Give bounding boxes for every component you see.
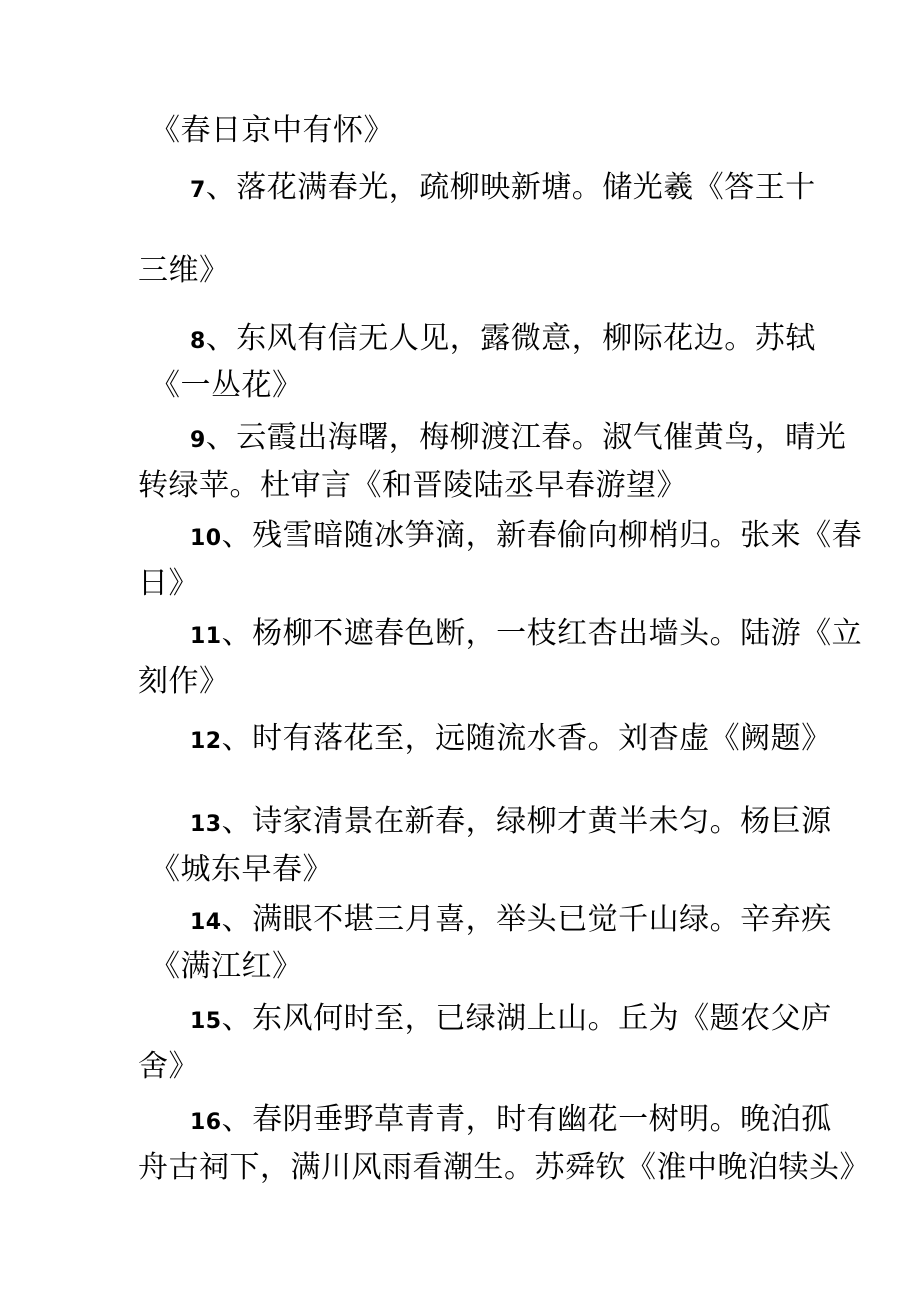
item-text-cont: 《城东早春》 bbox=[150, 852, 333, 887]
item-number: 7 bbox=[190, 178, 206, 203]
list-item-15-cont bbox=[138, 1045, 199, 1089]
item-number: 14 bbox=[190, 910, 222, 935]
list-item-16 bbox=[190, 1098, 832, 1145]
item-text-cont: 转绿苹。杜审言《和晋陵陆丞早春游望》 bbox=[138, 468, 687, 503]
item-number: 11 bbox=[190, 624, 222, 649]
item-text-cont: 舍》 bbox=[138, 1049, 199, 1084]
list-item-7-cont bbox=[138, 249, 230, 293]
list-item-11-cont bbox=[138, 660, 230, 704]
list-item-14 bbox=[190, 898, 832, 945]
list-item-13 bbox=[190, 800, 832, 847]
list-item-9 bbox=[190, 416, 846, 463]
list-item-12 bbox=[190, 717, 832, 764]
item-number: 15 bbox=[190, 1009, 222, 1034]
list-item-7 bbox=[190, 166, 816, 213]
item-text-cont: 三维》 bbox=[138, 253, 230, 288]
item-text: 、春阴垂野草青青，时有幽花一树明。晚泊孤 bbox=[221, 1102, 832, 1137]
list-item-10-cont bbox=[138, 562, 199, 606]
item-text: 、诗家清景在新春，绿柳才黄半未匀。杨巨源 bbox=[221, 804, 832, 839]
list-item-8-cont bbox=[150, 364, 303, 408]
list-item-14-cont bbox=[150, 945, 303, 989]
item-text: 、杨柳不遮春色断，一枝红杏出墙头。陆游《立 bbox=[221, 616, 863, 651]
list-item-8 bbox=[190, 317, 816, 364]
list-item-15 bbox=[190, 997, 832, 1044]
item-number: 12 bbox=[190, 729, 222, 754]
item-text-cont: 舟古祠下，满川风雨看潮生。苏舜钦《淮中晚泊犊头》 bbox=[138, 1150, 870, 1185]
item-text: 、残雪暗随冰笋滴，新春偷向柳梢归。张来《春 bbox=[221, 518, 863, 553]
item-text: 、时有落花至，远随流水香。刘杳虚《阙题》 bbox=[221, 721, 832, 756]
list-item-13-cont bbox=[150, 848, 333, 892]
item-text-cont: 《一丛花》 bbox=[150, 368, 303, 403]
item-text: 、满眼不堪三月喜，举头已觉千山绿。辛弃疾 bbox=[221, 902, 832, 937]
item-number: 16 bbox=[190, 1110, 222, 1135]
item-text: 、云霞出海曙，梅柳渡江春。淑气催黄鸟，晴光 bbox=[205, 420, 847, 455]
intro-line: 《春日京中有怀》 bbox=[150, 113, 394, 148]
item-text-cont: 刻作》 bbox=[138, 664, 230, 699]
list-item-9-cont bbox=[138, 464, 687, 508]
item-text: 、落花满春光，疏柳映新塘。储光羲《答王十 bbox=[205, 170, 816, 205]
item-number: 13 bbox=[190, 812, 222, 837]
item-text: 、东风何时至，已绿湖上山。丘为《题农父庐 bbox=[221, 1001, 832, 1036]
item-number: 9 bbox=[190, 428, 206, 453]
list-item-16-cont bbox=[138, 1146, 870, 1190]
item-text-cont: 日》 bbox=[138, 566, 199, 601]
item-text-cont: 《满江红》 bbox=[150, 949, 303, 984]
item-text: 、东风有信无人见，露微意，柳际花边。苏轼 bbox=[205, 321, 816, 356]
list-item-11 bbox=[190, 612, 862, 659]
item-number: 10 bbox=[190, 526, 222, 551]
item-number: 8 bbox=[190, 329, 206, 354]
list-item-10 bbox=[190, 514, 862, 561]
